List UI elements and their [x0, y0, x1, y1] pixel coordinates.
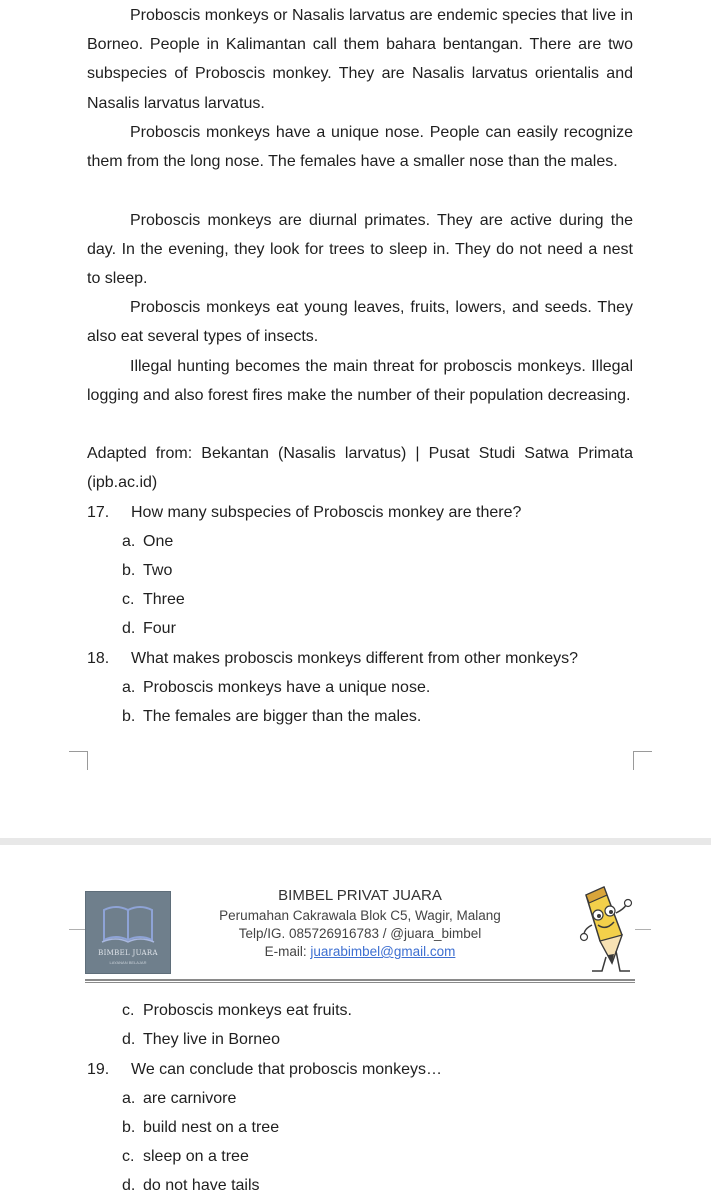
q19-option-b-letter: b. — [122, 1119, 136, 1136]
q17-option-b-letter: b. — [122, 562, 136, 579]
passage-paragraph-1 — [87, 1, 633, 118]
pencil-mascot-icon — [578, 885, 638, 977]
q17-option-d-letter: d. — [122, 620, 136, 637]
q18-option-d-text: They live in Borneo — [143, 1031, 280, 1048]
q19-option-d[interactable] — [122, 1176, 260, 1196]
q17-option-b[interactable] — [122, 561, 172, 581]
q17-number: 17. — [87, 504, 110, 521]
email-link[interactable]: juarabimbel@gmail.com — [310, 944, 456, 959]
q18-option-b-text: The females are bigger than the males. — [143, 708, 422, 725]
q18-option-b[interactable] — [122, 707, 421, 727]
passage-p3-text: Proboscis monkeys are diurnal primates. They are active during the day. In the evening, they look for trees to sleep in. They do not need a nest to sleep. — [87, 212, 633, 288]
q17-option-c-text: Three — [143, 591, 185, 608]
q17-option-c[interactable] — [122, 590, 185, 610]
q18-option-d[interactable] — [122, 1030, 280, 1050]
passage-paragraph-3 — [87, 206, 633, 294]
passage-paragraph-4 — [87, 293, 633, 351]
q18-text: What makes proboscis monkeys different from other monkeys? — [131, 650, 578, 667]
header-rule-thin — [85, 982, 635, 983]
q17-option-a-letter: a. — [122, 533, 136, 550]
q19-option-a[interactable] — [122, 1089, 236, 1109]
header-address: Perumahan Cakrawala Blok C5, Wagir, Malang — [219, 908, 501, 923]
q18-option-c-text: Proboscis monkeys eat fruits. — [143, 1002, 352, 1019]
q17-option-b-text: Two — [143, 562, 173, 579]
header-email-label: E-mail: — [264, 944, 311, 959]
passage-p5-text: Illegal hunting becomes the main threat for proboscis monkeys. Illegal logging and also forest fires make the number of their population decreasing. — [87, 358, 633, 405]
q18-option-a[interactable] — [122, 678, 430, 698]
q17-option-a-text: One — [143, 533, 174, 550]
q17-option-d-text: Four — [143, 620, 176, 637]
passage-paragraph-2 — [87, 118, 633, 176]
q19-option-a-text: are carnivore — [143, 1090, 237, 1107]
q18-option-b-letter: b. — [122, 708, 136, 725]
header-tick-left — [69, 929, 85, 930]
passage-source — [87, 439, 633, 497]
q17-option-c-letter: c. — [122, 591, 135, 608]
bimbel-logo — [85, 891, 171, 974]
page-gap — [0, 838, 711, 845]
q18-option-a-text: Proboscis monkeys have a unique nose. — [143, 679, 431, 696]
q18-option-c[interactable] — [122, 1001, 352, 1021]
q18-number: 18. — [87, 650, 110, 667]
q19-option-a-letter: a. — [122, 1090, 136, 1107]
q19-option-c-letter: c. — [122, 1148, 135, 1165]
header-email-line — [200, 943, 520, 961]
page-corner-mark-left — [69, 751, 88, 770]
page-corner-mark-right — [633, 751, 652, 770]
passage-p1-text: Proboscis monkeys or Nasalis larvatus are endemic species that live in Borneo. People in Kalimantan call them bahara bentangan. There are two subspecies of Proboscis monkey. They are Nasalis larvatus orientalis and Nasalis larvatus larvatus. — [87, 7, 633, 112]
q19-option-d-letter: d. — [122, 1177, 136, 1194]
passage-p4-text: Proboscis monkeys eat young leaves, fruits, lowers, and seeds. They also eat several types of insects. — [87, 299, 633, 346]
q18-option-c-letter: c. — [122, 1002, 135, 1019]
q18-option-d-letter: d. — [122, 1031, 136, 1048]
header-rule-thick — [85, 979, 635, 981]
q18-option-a-letter: a. — [122, 679, 136, 696]
open-book-icon — [100, 902, 156, 946]
q19-text: We can conclude that proboscis monkeys… — [131, 1061, 442, 1078]
header-title: BIMBEL PRIVAT JUARA — [278, 887, 442, 904]
passage-p2-text: Proboscis monkeys have a unique nose. People can easily recognize them from the long nose. The females have a smaller nose than the males. — [87, 124, 633, 171]
logo-subtext: LAYANAN BELAJAR — [109, 960, 147, 965]
q17-option-a[interactable] — [122, 532, 173, 552]
header-telp: Telp/IG. 085726916783 / @juara_bimbel — [238, 926, 482, 941]
passage-source-text: Adapted from: Bekantan (Nasalis larvatus) | Pusat Studi Satwa Primata (ipb.ac.id) — [87, 445, 633, 492]
q19-option-b[interactable] — [122, 1118, 279, 1138]
q19-option-d-text: do not have tails — [143, 1177, 260, 1194]
q19-option-c-text: sleep on a tree — [143, 1148, 249, 1165]
q19-option-b-text: build nest on a tree — [143, 1119, 280, 1136]
q19-option-c[interactable] — [122, 1147, 249, 1167]
passage-paragraph-5 — [87, 352, 633, 410]
logo-text: BIMBEL JUARA — [98, 949, 158, 957]
q19-number: 19. — [87, 1061, 110, 1078]
q17-option-d[interactable] — [122, 619, 176, 639]
q17-text: How many subspecies of Proboscis monkey are there? — [131, 504, 522, 521]
